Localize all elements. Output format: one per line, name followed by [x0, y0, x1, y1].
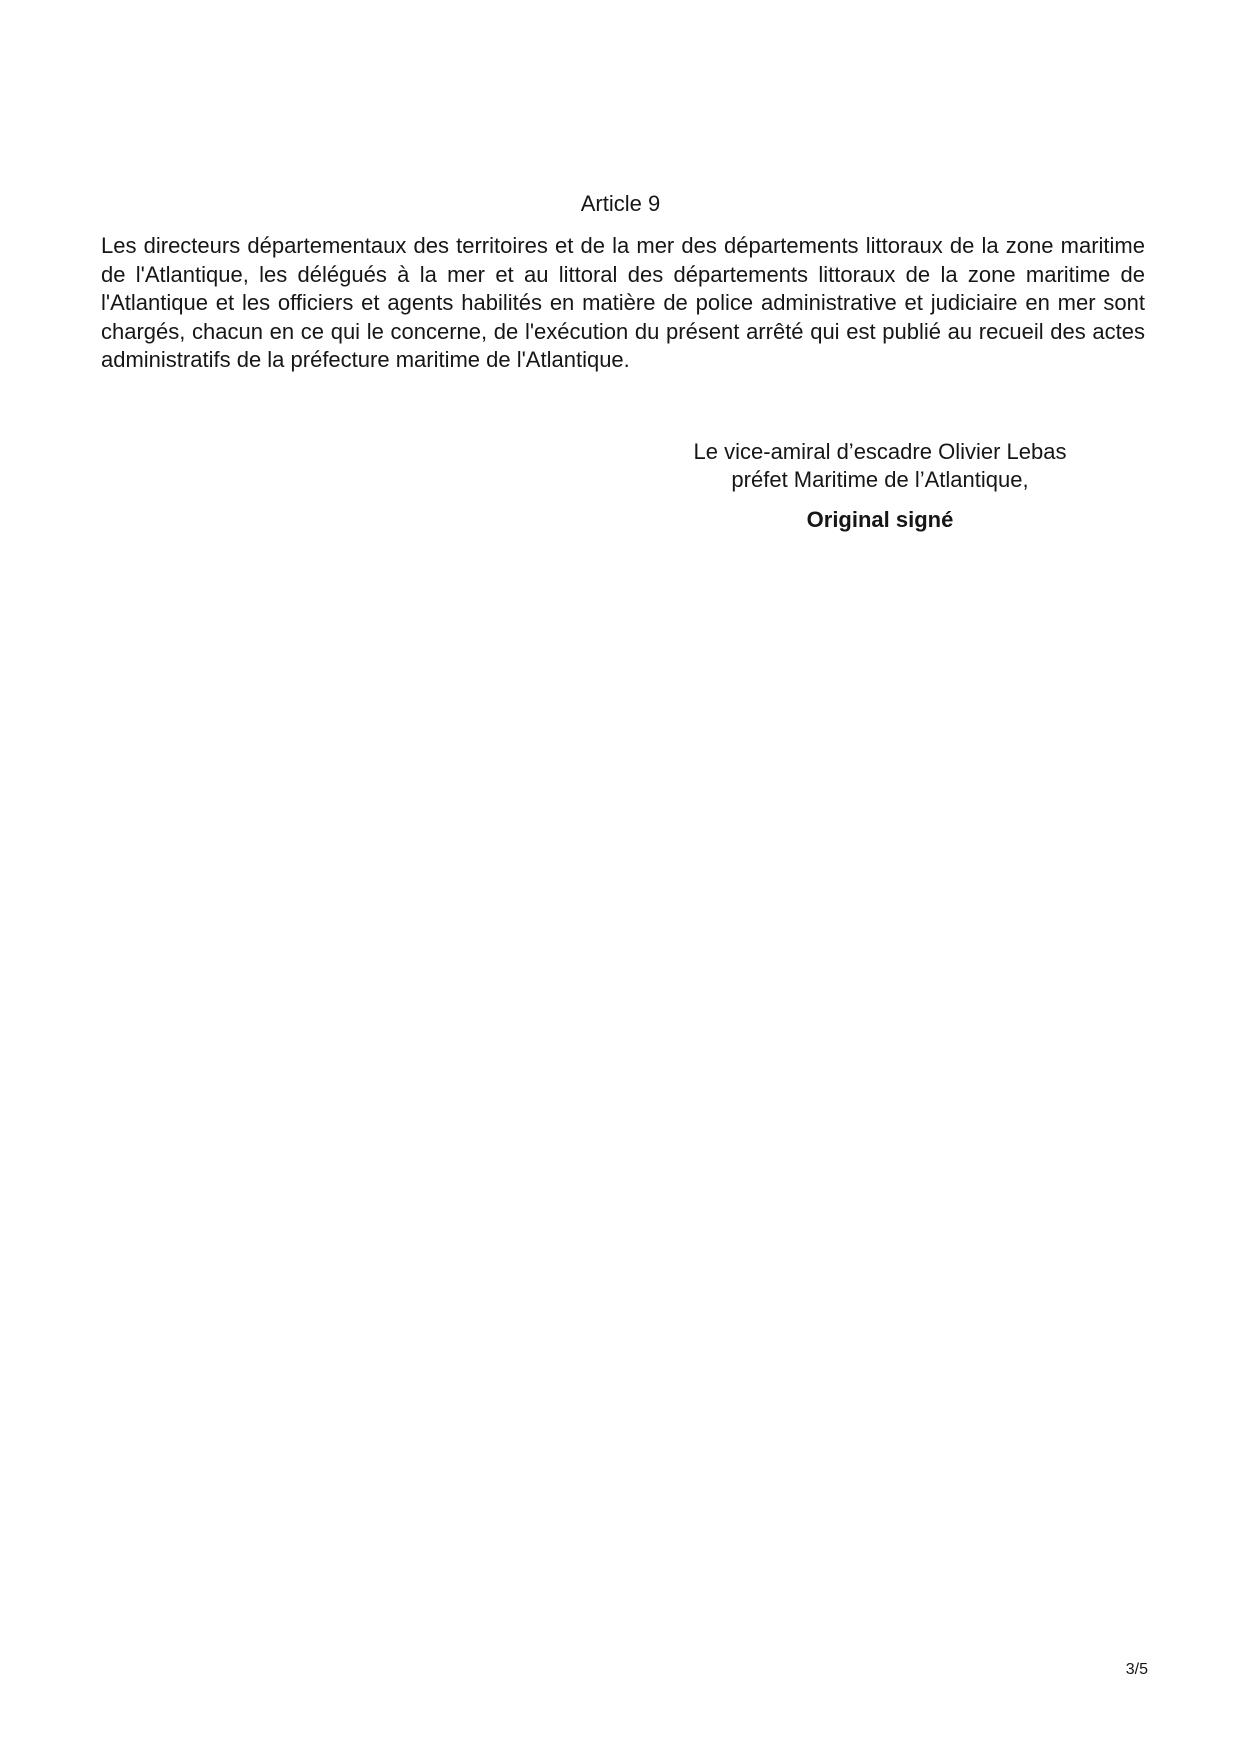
article-heading: Article 9 — [580, 191, 661, 216]
page-number: 3/5 — [1125, 1661, 1148, 1678]
signature-block — [640, 438, 1120, 534]
signature-status: Original signé — [806, 507, 954, 532]
signatory-name: Le vice-amiral d’escadre Olivier Lebas — [693, 439, 1067, 464]
signatory-title: préfet Maritime de l’Atlantique, — [731, 467, 1029, 492]
article-body: Les directeurs départementaux des territoires et de la mer des départements littoraux de la zone maritime de l'Atlantique, les délégués à la mer et au littoral des départements littoraux de la zone maritime de l'Atlantique et les officiers et agents habilités en matière de police administrative et judiciaire en mer sont chargés, chacun en ce qui le concerne, de l'exécution du présent arrêté qui est publié au recueil des actes administratifs de la préfecture maritime de l'Atlantique. — [101, 233, 1145, 372]
